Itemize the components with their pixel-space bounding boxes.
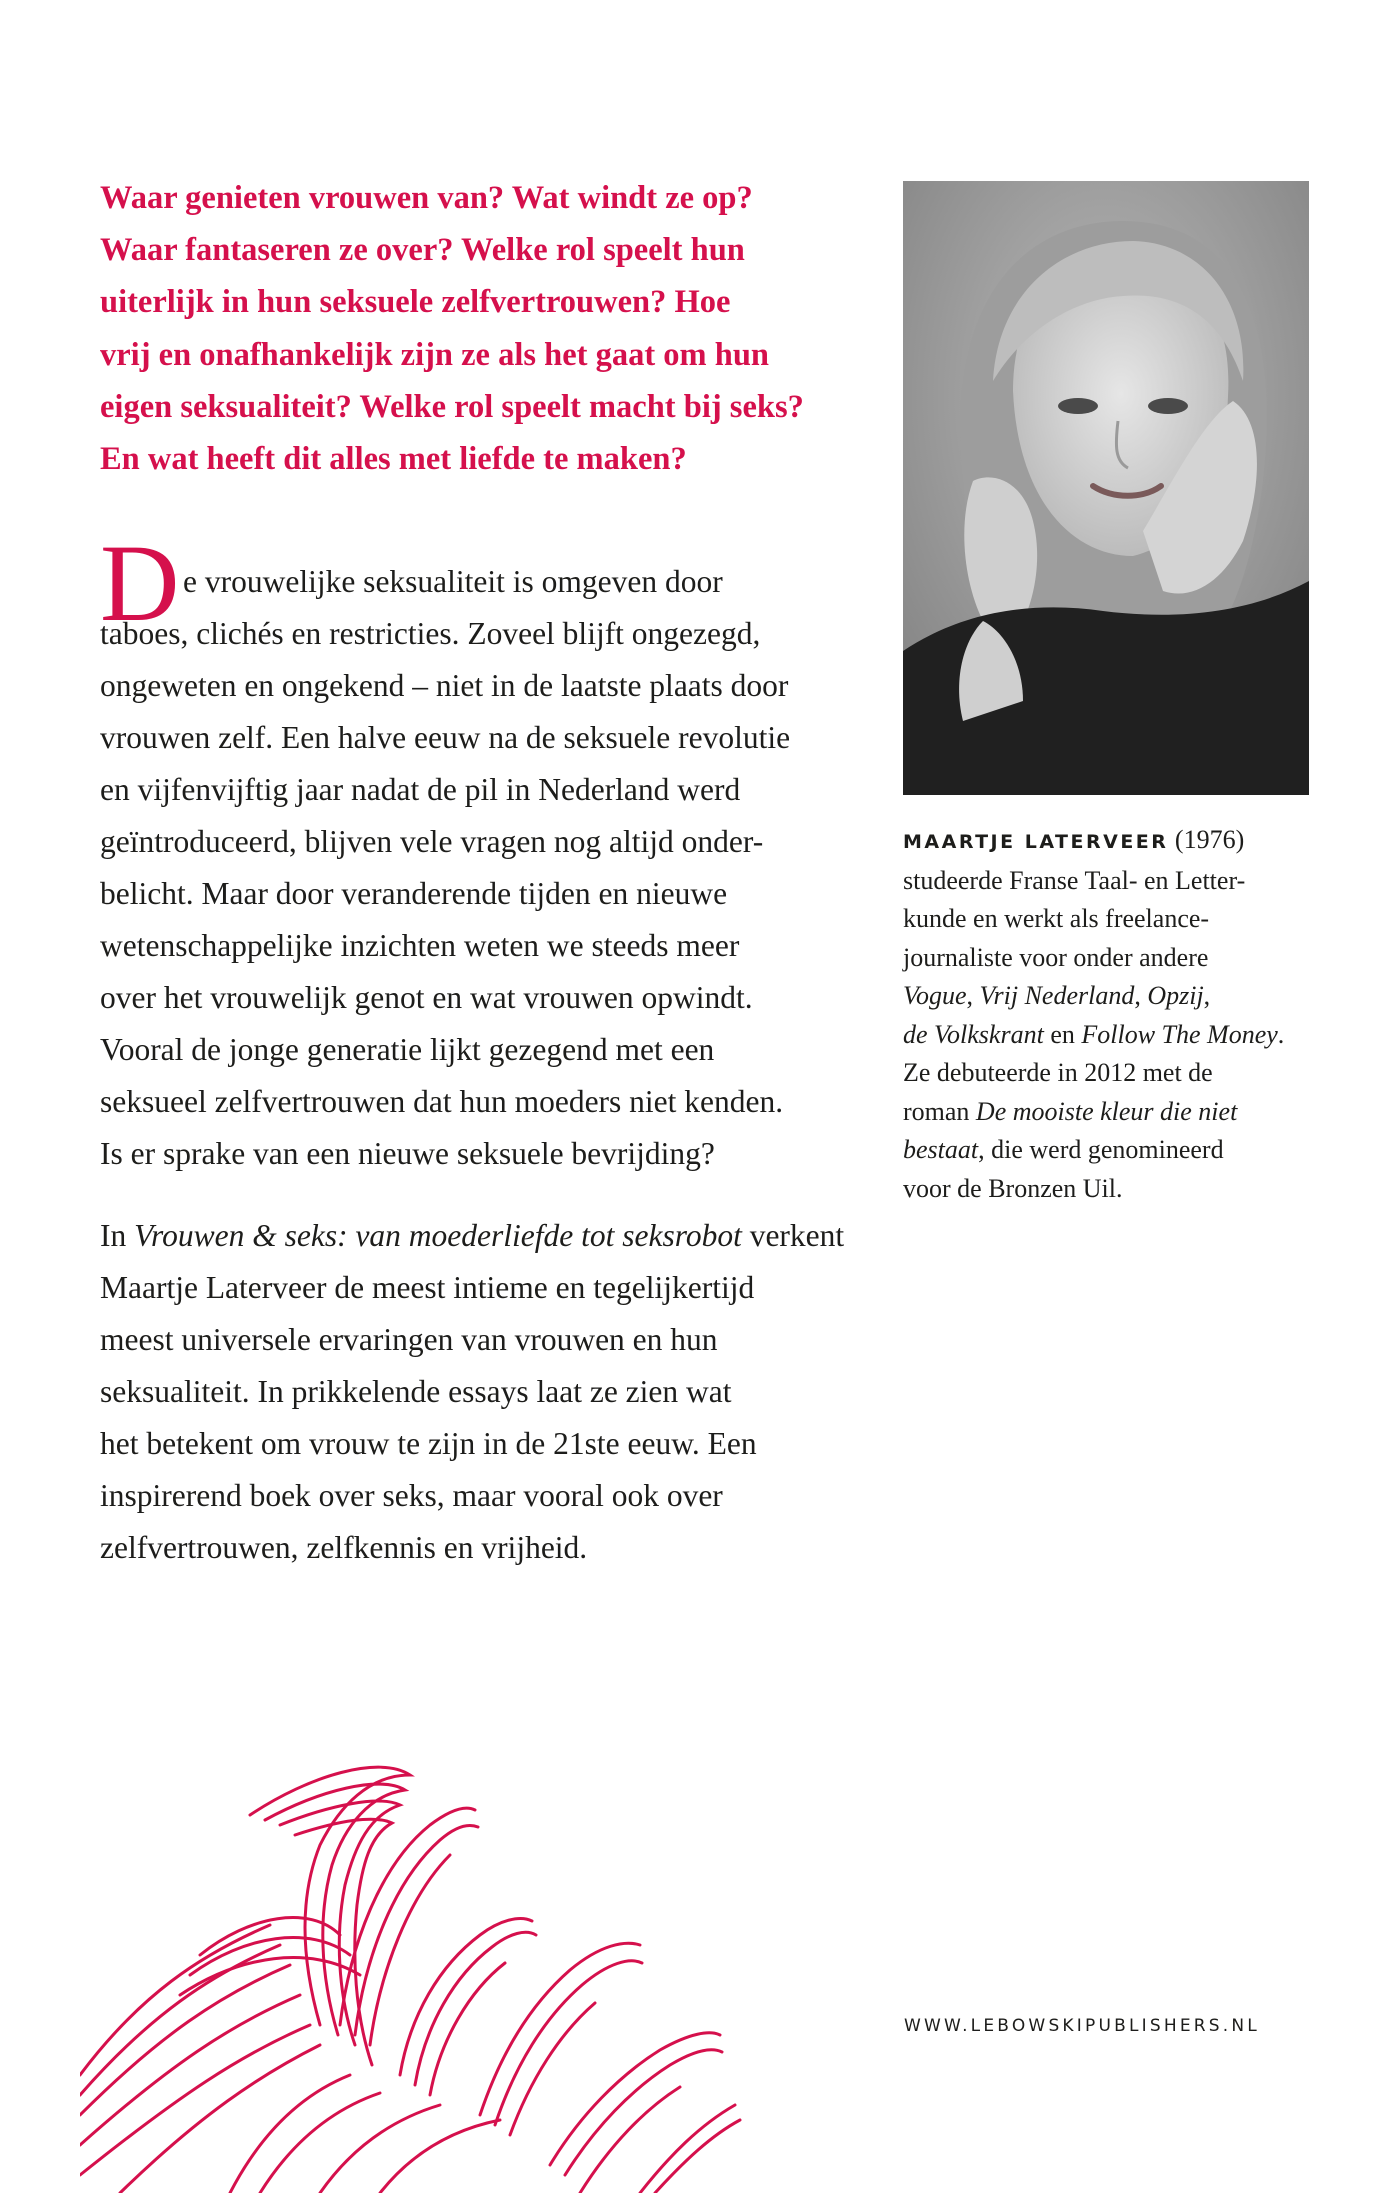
bio-text: . [1277,1019,1285,1049]
bio-line [903,977,1343,1016]
author-bio [903,821,1343,1208]
blurb-line: meest universele ervaringen van vrouwen en hun [100,1322,718,1357]
drop-cap: D [100,522,180,644]
lead-line: En wat heeft dit alles met liefde te maken? [100,441,687,478]
bio-line: journaliste voor onder andere [903,942,1209,972]
flame-strands-icon [80,1695,780,2193]
bio-text: , [1134,981,1148,1010]
author-birth-year: (1976) [1168,825,1245,854]
bio-line: Ze debuteerde in 2012 met de [903,1058,1213,1087]
flame-decoration [80,1695,780,2193]
blurb-line: zelfvertrouwen, zelfkennis en vrijheid. [100,1530,588,1565]
blurb-line: seksualiteit. In prikkelende essays laat ze zien wat [100,1374,732,1409]
bio-text: roman [903,1096,976,1126]
bio-line [903,821,1343,862]
blurb-line: ongeweten en ongekend – niet in de laatste plaats door [100,668,789,703]
blurb-line: het betekent om vrouw te zijn in de 21ste eeuw. Een [100,1426,757,1461]
novel-title: De mooiste kleur die niet [975,1096,1238,1126]
novel-title: bestaat [903,1135,979,1164]
blurb-line: e vrouwelijke seksualiteit is omgeven door [183,564,723,599]
book-title: Vrouwen & seks: van moederliefde tot seksrobot [134,1218,742,1253]
bio-line [903,1016,1343,1055]
publication-title: Vrij Nederland [979,981,1135,1010]
blurb-line: inspirerend boek over seks, maar vooral ook over [100,1478,723,1513]
blurb-line: over het vrouwelijk genot en wat vrouwen opwindt. [100,980,753,1015]
blurb-line [100,1210,870,1262]
lead-questions [100,172,870,485]
blurb-text: In [100,1218,135,1253]
publisher-website[interactable]: WWW.LEBOWSKIPUBLISHERS.NL [904,2016,1260,2036]
blurb-line: taboes, clichés en restricties. Zoveel blijft ongezegd, [100,616,761,651]
blurb-line: en vijfenvijftig jaar nadat de pil in Nederland werd [100,772,741,807]
lead-line: uiterlijk in hun seksuele zelfvertrouwen? Hoe [100,284,731,321]
bio-line [903,1131,1343,1170]
publication-title: Vogue [903,981,967,1010]
blurb-line: Is er sprake van een nieuwe seksuele bevrijding? [100,1136,715,1171]
blurb-line: seksueel zelfvertrouwen dat hun moeders niet kenden. [100,1084,784,1119]
blurb-line: vrouwen zelf. Een halve eeuw na de seksuele revolutie [100,720,791,755]
blurb-line: belicht. Maar door veranderende tijden en nieuwe [100,876,728,911]
bio-text: en [1043,1019,1082,1049]
lead-line: eigen seksualiteit? Welke rol speelt macht bij seks? [100,388,804,425]
lead-line: Waar fantaseren ze over? Welke rol speelt hun [100,232,745,269]
bio-text: , die werd genomineerd [978,1135,1224,1164]
author-portrait-icon [903,181,1309,795]
bio-line [903,1093,1343,1132]
lead-line: vrij en onafhankelijk zijn ze als het gaat om hun [100,336,769,373]
blurb [100,522,870,1574]
bio-text: , [966,981,980,1010]
blurb-line: geïntroduceerd, blijven vele vragen nog altijd onder- [100,824,764,859]
bio-text: , [1203,981,1211,1010]
author-name: MAARTJE LATERVEER [903,831,1169,853]
blurb-text: verkent [741,1218,845,1253]
bio-line: studeerde Franse Taal- en Letter- [903,865,1246,895]
paragraph-spacer [100,1180,870,1210]
bio-line: kunde en werkt als freelance- [903,904,1210,933]
publication-title: Opzij [1147,981,1204,1010]
lead-line: Waar genieten vrouwen van? Wat windt ze op? [100,180,753,216]
publication-title: de Volkskrant [903,1019,1044,1049]
author-photo [903,181,1309,795]
blurb-line: Maartje Laterveer de meest intieme en tegelijkertijd [100,1270,755,1305]
blurb-line: wetenschappelijke inzichten weten we steeds meer [100,928,740,963]
publication-title: Follow The Money [1081,1019,1278,1049]
blurb-line: Vooral de jonge generatie lijkt gezegend met een [100,1032,715,1067]
bio-line: voor de Bronzen Uil. [903,1173,1123,1203]
